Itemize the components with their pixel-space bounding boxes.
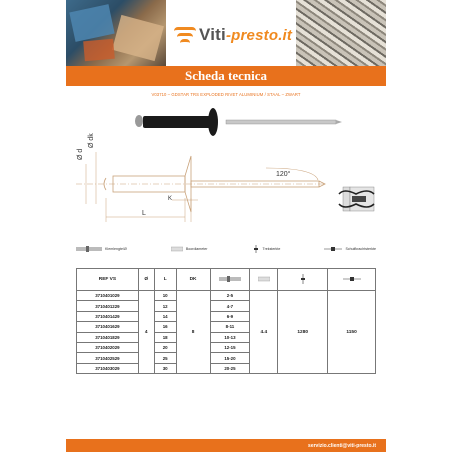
- spec-table: [76, 268, 376, 374]
- schuifkracht-icon: [324, 245, 342, 253]
- treksterkte-icon: [299, 274, 307, 284]
- boordiameter-icon: [171, 246, 183, 252]
- spec-table-wrap: [76, 268, 376, 374]
- rivet-outline: [104, 156, 325, 212]
- col-header-diameter: Ø: [138, 269, 154, 291]
- klemlengte-icon: [76, 246, 102, 252]
- footer-bar: [66, 439, 386, 452]
- klemlengte-icon: [219, 276, 241, 282]
- table-row: 3710402529 25 15-20: [77, 353, 376, 363]
- brand-logo[interactable]: [174, 22, 292, 48]
- table-row: 3710401429 14 6-9: [77, 311, 376, 321]
- header-photo-screws: [296, 0, 386, 66]
- col-header-grip: [210, 269, 250, 291]
- legend-label: Treksterkte: [262, 247, 281, 251]
- rivet-drawing: [66, 104, 386, 244]
- col-header-shear: [328, 269, 376, 291]
- icon-legend: [76, 244, 376, 254]
- legend-item-schuifkracht: [324, 245, 376, 253]
- support-email-link[interactable]: servizio.clienti@viti-presto.it: [308, 442, 376, 449]
- merged-dk: 8: [176, 291, 210, 374]
- col-header-dk: DK: [176, 269, 210, 291]
- merged-diameter: 4: [138, 291, 154, 374]
- title-bar: [66, 66, 386, 86]
- table-row: 3710401229 12 4-7: [77, 301, 376, 311]
- exploded-rivet-section: [339, 187, 374, 211]
- schuifkracht-icon: [343, 275, 361, 283]
- table-row: 3710402029 20 12-15: [77, 342, 376, 352]
- angle-label: 120°: [276, 171, 291, 178]
- diameter-dims: [86, 152, 96, 204]
- table-row: 3710403029 30 20-25: [77, 363, 376, 373]
- legend-label: Boordiameter: [185, 247, 208, 251]
- legend-label: Schuifkrachtsterkte: [345, 247, 376, 251]
- legend-label: Klemlengte/Ø: [105, 247, 127, 251]
- table-row: 3710401029 4 10 8 2-5 4.4 1280 1150: [77, 291, 376, 301]
- technical-sheet: [66, 0, 386, 452]
- merged-tensile: 1280: [278, 291, 328, 374]
- rivet-photo: [135, 108, 342, 136]
- col-header-bore: [250, 269, 278, 291]
- header: [66, 0, 386, 66]
- legend-item-boordiameter: [171, 246, 208, 252]
- legend-item-treksterkte: [252, 245, 281, 253]
- logo-suffix: -presto.it: [225, 27, 293, 44]
- header-photo-tools: [66, 0, 166, 66]
- dim-d-label: Ø d: [77, 148, 84, 160]
- merged-shear: 1150: [328, 291, 376, 374]
- logo-main: Viti: [199, 25, 226, 44]
- table-row: 3710401829 18 10-13: [77, 332, 376, 342]
- merged-bore: 4.4: [250, 291, 278, 374]
- col-header-tensile: [278, 269, 328, 291]
- treksterkte-icon: [252, 245, 260, 253]
- page-title: Scheda tecnica: [185, 68, 267, 83]
- logo-arc-icon: [174, 25, 196, 45]
- col-header-length: L: [154, 269, 176, 291]
- product-subtitle: V03710 – GDSTAR TRS EXPLODED RIVET ALUMINIUM / STAAL – ZWART: [151, 92, 301, 97]
- dim-dk-label: Ø dk: [88, 133, 95, 148]
- legend-item-klemlengte: [76, 246, 127, 252]
- table-header-row: [77, 269, 376, 291]
- dim-l-label: L: [142, 210, 146, 217]
- col-header-ref: REF VS: [77, 269, 139, 291]
- boordiameter-icon: [258, 276, 270, 282]
- table-row: 3710401629 16 8-11: [77, 322, 376, 332]
- dim-k-label: K: [168, 196, 173, 202]
